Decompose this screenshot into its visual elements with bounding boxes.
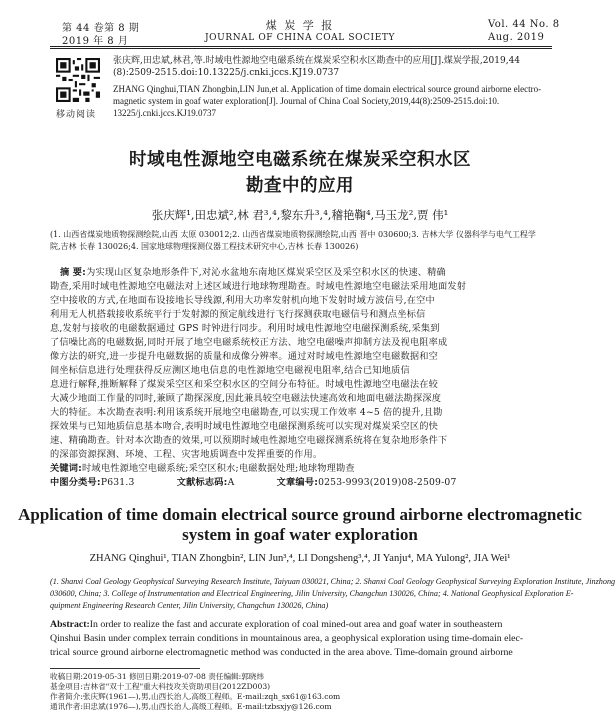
affiliation-cn-line: (1. 山西省煤炭地质物探测绘院,山西 太原 030012;2. 山西省煤炭地质物探测绘院,山西 晋中 030600;3. 吉林大学 仪器科学与电气工程学: [50, 230, 536, 239]
abstract-cn-line: 息,发射与接收的电磁数据通过 GPS 时钟进行同步。利用时域电性源地空电磁探测系统,采集到: [50, 323, 440, 334]
title-en-line: Application of time domain electrical source ground airborne electromagnetic: [18, 505, 582, 524]
abstract-cn-line: 探效果与已知地质信息基本吻合,表明时域电性源地空电磁探测系统可以实现对煤炭采空区的快: [50, 421, 439, 432]
footnote-line: 收稿日期:2019-05-31 修回日期:2019-07-08 责任编辑:郭晓炜: [50, 672, 264, 681]
abstract-cn-line: 息进行解释,推断解释了煤炭采空区和采空积水区的空间分布特征。时域电性源地空电磁法在较: [50, 379, 439, 390]
article-number-label: 文章编号:: [276, 477, 319, 488]
authors-cn: 张庆辉¹,田忠斌²,林 君³,⁴,黎东升³,⁴,稽艳鞠⁴,马玉龙²,贾 伟¹: [151, 208, 449, 222]
header-left-volume: 第 44 卷第 8 期: [62, 23, 140, 34]
header-right-date: Aug. 2019: [488, 32, 545, 43]
affiliation-cn-line: 院,吉林 长春 130026;4. 国家地球物理探测仪器工程技术研究中心,吉林 长春 130026): [50, 242, 359, 251]
qr-code-icon[interactable]: [56, 58, 100, 102]
qr-caption: 移动阅读: [56, 110, 97, 120]
affiliation-en-line: (1. Shanxi Coal Geology Geophysical Surveying Research Institute, Taiyuan 030021, China; 2. Shanxi Coal Geology Geophysical Surveying Exploration Institute, Jinzhong: [50, 577, 615, 586]
keywords-cn-text: 时域电性源地空电磁系统;采空区积水;电磁数据处理;地球物理勘查: [82, 463, 355, 474]
abstract-en-line: [50, 618, 552, 632]
citation-line: ZHANG Qinghui,TIAN Zhongbin,LIN Jun,et al. Application of time domain electrical source ground airborne electro-: [113, 84, 542, 94]
citation-line: 张庆辉,田忠斌,林君,等.时域电性源地空电磁系统在煤炭采空积水区勘查中的应用[J].煤炭学报,2019,44: [113, 56, 521, 66]
abstract-cn-line: 大减少地面工作量的同时,兼顾了勘探深度,因此兼具较空电磁法快速高效和地面电磁法勘探深度: [50, 393, 442, 404]
header-rule-thin: [50, 48, 552, 49]
citation-line: magnetic system in goaf water exploration[J]. Journal of China Coal Society,2019,44(8):2509-2515.doi:10.: [113, 96, 500, 106]
footnote-line: 基金项目:吉林省"双十工程"重大科技攻关资助项目(2012ZD003): [50, 682, 271, 691]
doc-code-value: A: [227, 477, 235, 488]
header-journal-cn: 煤 炭 学 报: [265, 19, 335, 32]
abstract-cn-line: 了信噪比高的电磁数据,同时开展了地空电磁系统校正方法、地空电磁噪声抑制方法及视电阻率成: [50, 337, 448, 348]
title-en-line: system in goaf water exploration: [182, 525, 418, 544]
affiliation-en-line: quipment Engineering Research Center, Jilin University, Changchun 130026, China): [50, 601, 329, 610]
footnote-line: 作者简介:张庆辉(1961—),男,山西长治人,高级工程师。E-mail:zqh_sx61@163.com: [50, 692, 341, 701]
doc-code-label: 文献标志码:: [176, 477, 228, 488]
keywords-cn: [50, 462, 552, 476]
abstract-cn-line: 利用无人机搭载接收系统平行于发射源的预定航线进行飞行探测获取电磁信号和测点坐标信: [50, 309, 426, 320]
authors-en: ZHANG Qinghui¹, TIAN Zhongbin², LIN Jun³,⁴, LI Dongsheng³,⁴, JI Yanju⁴, MA Yulong², JIA Wei¹: [89, 553, 511, 564]
footnote-rule: [50, 668, 200, 669]
article-number-value: 0253-9993(2019)08-2509-07: [318, 477, 457, 488]
abstract-cn-line: 速、精确勘查。针对本次勘查的效果,可以预期时域电性源地空电磁探测系统将在复杂地形条件下: [50, 435, 448, 446]
abstract-en-line: Qinshui Basin under complex terrain conditions in mountainous area, a geophysical exploration using time-domain elec-: [50, 633, 524, 644]
abstract-cn-line: [60, 266, 552, 280]
abstract-cn-line: 像方法的研究,进一步提升电磁数据的质量和成像分辨率。通过对时域电性源地空电磁数据和空: [50, 351, 439, 362]
abstract-cn-line: 大的特征。本次勘查表明:利用该系统开展地空电磁勘查,可以实现工作效率 4~5 倍的提升,且勘: [50, 407, 443, 418]
abstract-cn-line: 的深部资源探测、环境、工程、灾害地质调查中发挥重要的作用。: [50, 449, 323, 460]
clc-label: 中图分类号:: [50, 477, 101, 488]
header-journal-en: JOURNAL OF CHINA COAL SOCIETY: [204, 33, 396, 43]
header-right-volume: Vol. 44 No. 8: [488, 19, 560, 30]
abstract-en-label: Abstract:: [50, 619, 90, 630]
header-rule: [50, 46, 552, 47]
title-cn-line: 时域电性源地空电磁系统在煤炭采空积水区: [129, 150, 471, 170]
citation-line: 13225/j.cnki.jccs.KJ19.0737: [113, 108, 216, 118]
abstract-en-text: In order to realize the fast and accurate exploration of coal mined-out area and goaf water in southeastern: [89, 619, 503, 630]
title-cn-line: 勘查中的应用: [246, 176, 354, 196]
abstract-cn-line: 勘查,采用时域电性源地空电磁法对上述区域进行地球物理勘查。时域电性源地空电磁法采用地面发射: [50, 281, 467, 292]
header-left-date: 2019 年 8 月: [62, 36, 129, 47]
clc-value: P631.3: [100, 477, 135, 488]
abstract-cn-line: 空中接收的方式,在地面布设接地长导线源,利用大功率发射机向地下发射时域方波信号,在空中: [50, 295, 435, 306]
affiliation-en-line: 030600, China; 3. College of Instrumentation and Electrical Engineering, Jilin University, Changchun 130026, China; 4. National Geophysical Exploration E-: [50, 589, 574, 598]
classification-line: [50, 476, 552, 490]
keywords-cn-label: 关键词:: [50, 463, 83, 474]
abstract-en-line: trical source ground airborne electromagnetic method was conducted in the area above. Time-domain ground airborne: [50, 647, 513, 658]
footnote-line: 通讯作者:田忠斌(1976—),男,山西长治人,高级工程师。E-mail:tzbsxjy@126.com: [50, 702, 332, 711]
abstract-cn-line: 间坐标信息进行处理获得反应测区地电信息的电性源地空电磁视电阻率,结合已知地质信: [50, 365, 410, 376]
abstract-cn-label: 摘 要:: [60, 267, 87, 278]
citation-line: (8):2509-2515.doi:10.13225/j.cnki.jccs.KJ19.0737: [113, 68, 340, 78]
abstract-cn-text: 为实现山区复杂地形条件下,对沁水盆地东南地区煤炭采空区及采空积水区的快速、精确: [86, 267, 446, 278]
